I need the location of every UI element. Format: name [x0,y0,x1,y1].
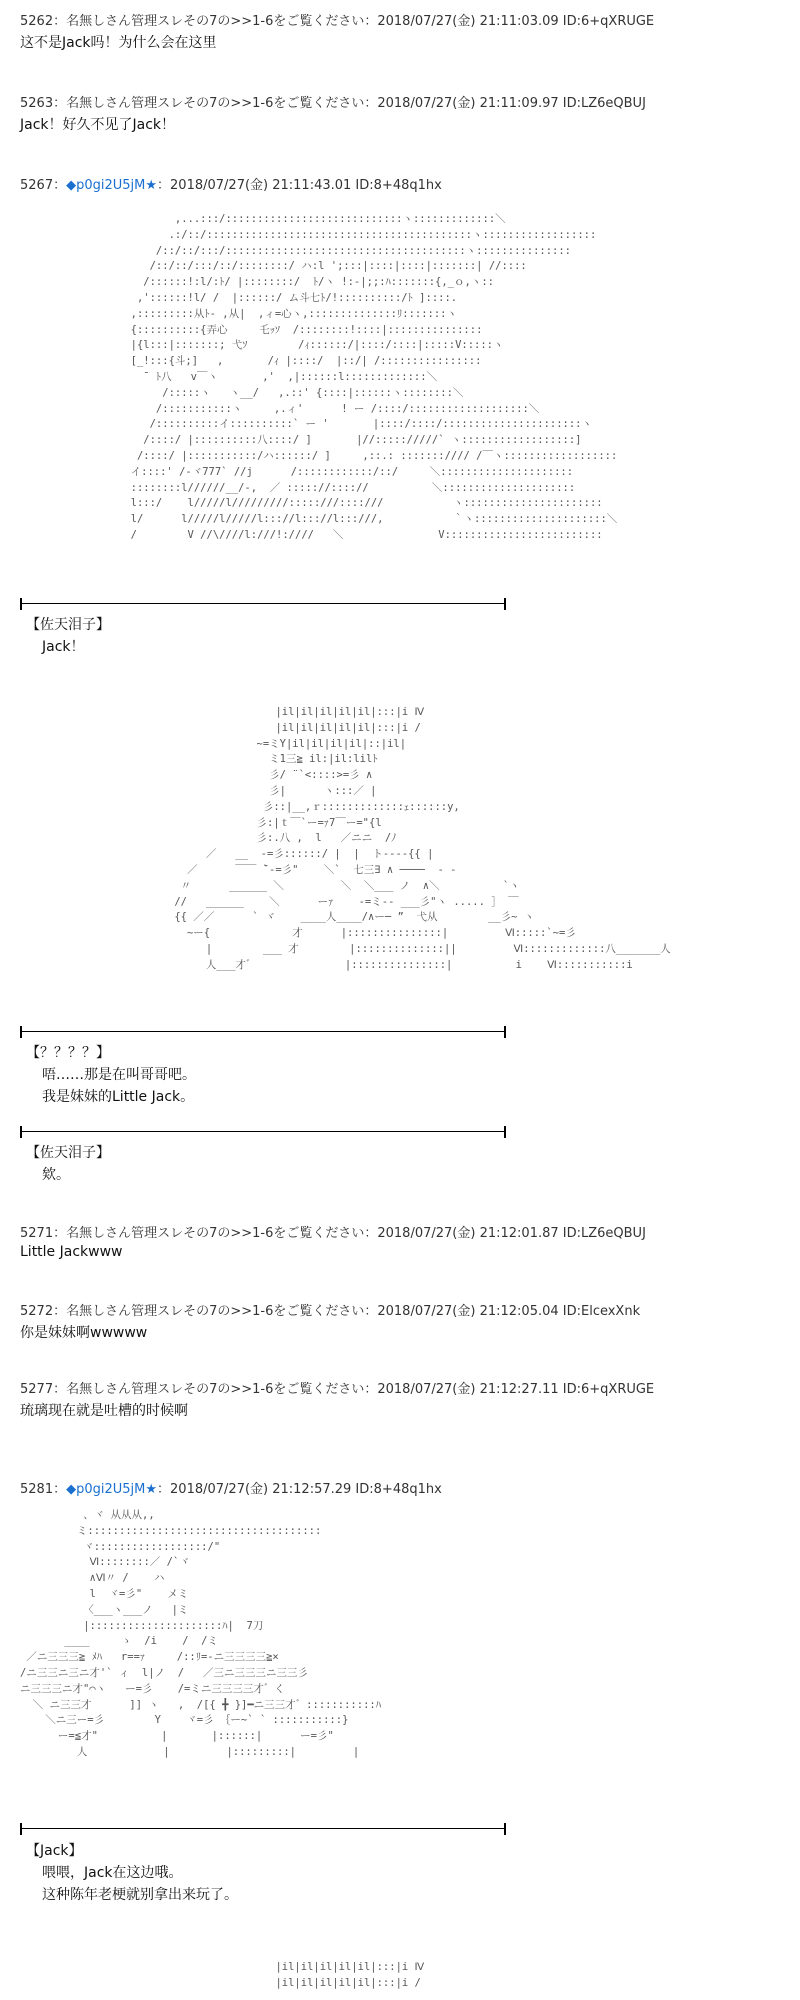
post-meta: ：2018/07/27(金) 21:11:43.01 ID:8+48q1hx [157,178,442,193]
dialogue-line: 唔……那是在叫哥哥吧。 [42,1067,196,1083]
scene-divider [20,1828,506,1829]
post-header: 5263：名無しさん管理スレその7の>>1-6をご覧ください：2018/07/27(金) 21:11:09.97 ID:LZ6eQBUJ [20,96,646,111]
post-header: 5277：名無しさん管理スレその7の>>1-6をご覧ください：2018/07/27(金) 21:12:27.11 ID:6+qXRUGE [20,1382,655,1397]
scene-divider-tick [504,1823,506,1835]
scene-divider-tick [20,1026,22,1038]
author-post-header [20,174,442,193]
speaker-name: 【？？？？】 [26,1045,110,1061]
post-body: Little Jackwww [20,1244,123,1260]
scene-divider-tick [504,598,506,610]
speaker-name: 【Jack】 [26,1843,83,1859]
dialogue-line: 我是妹妹的Little Jack。 [42,1089,195,1105]
ascii-art-jack-partial: |il|il|il|il|il|:::|i Ⅳ |il|il|il|il|il|:::|i / [275,1961,425,1989]
post-body: 琉璃现在就是吐槽的时候啊 [20,1403,188,1419]
ascii-art-saten: ,...:::/::::::::::::::::::::::::::::ヽ:::::::::::::＼ .:/::/::::::::::::::::::::::::::::::::::::::::::ヽ:::::::::::::::::: /::/::/:::/::::::::::::::::::::::::::::::::::::::ヽ::::::::::::::: /::/::/:::/::/::::::::/ ハ:l ';:::|::::|::::|:::::::| //:::: /::::::!:l/:ﾄ/ |::::::::/ ﾄ/ヽ !:-|;;:ﾊ:::::::{,_ｏ,ヽ:: ,'::::::!l/ / |::::::/ ム斗七ﾄ/!::::::::::/ﾄ ]::::. ,:::::::::从ﾄ- ,从| ,ィ=心ヽ,::::::::::::::ﾘ:::::::ヽ {::::::::::{弄心 乇ｯｿ /::::::::!::::|::::::::::::::: |{l:::|:::::::; 弋ｿ /ｨ::::::/|::::/::::|:::::V:::::ヽ [_!:::{斗;] , /ｨ |::::/ |::/| /:::::::::::::::: ̄ ﾄ八 v￣ヽ ,' ,|::::::l:::::::::::::＼ /:::::ヽ ヽ__/ ,.::' {::::|::::::ヽ::::::::＼ /:::::::::::ヽ ,.ィ' ! ー /::::/:::::::::::::::::::＼ /::::::::::イ::::::::::` ー ' |::::/::::/::::::::::::::::::::::ヽ /::::/ |::::::::::八::::/ ] |//::::://///` ヽ::::::::::::::::::] /::::/ |:::::::::::/ハ::::::/ ] ,::.: ::::::://// /￣ヽ:::::::::::::::::: イ::::' /-ヾ777` //j /::::::::::::/::/ ＼::::::::::::::::::::: ::::::::l//////__/-, ／ ::::://::::// ＼::::::::::::::::::::: l:::/ l/////l/////////:::::///::::/// ヽ:::::::::::::::::::::: l/ l/////l/////l::://l::://l:::///, ｀ヽ:::::::::::::::::::::＼ / V //\////l:///!://// ＼ V::::::::::::::::::::::::: [130,213,618,541]
ascii-art-jack: |il|il|il|il|il|:::|i Ⅳ |il|il|il|il|il|:::|i / ~=ミY|il|il|il|il|::|il| ミ1三≧ il:|il:lilﾄ 彡/ ¨`<::::>=彡 ∧ 彡| ヽ:::／ | 彡::|__,ｒ:::::::::::::ｪ::::::y, 彡:|ｔ￣`ー=ｧ7￣ー="{l 彡:.八 , l ／ニニ /ﾉ ／ __ -=彡::::::/ | | ト----{{ | ／ ￣￣ ̄`-=彡" ＼` 七三∃ ∧ ──── - - 〃 ______ ＼ ＼ ＼___ ノ ∧＼ `ヽ // ______ ＼ ーｧ -=ミ-- ___彡"ヽ ..... ］ ￣ {{ ／／ ` ヾ ____人____/∧ー─ ” 弋从 __彡~ ヽ ~ー{ 才 |:::::::::::::::| Ⅵ:::::`~=彡 | ___ 才 |::::::::::::::|| Ⅵ:::::::::::::八_______人 人___才゛ |:::::::::::::::| i Ⅵ:::::::::::i [174,706,671,971]
scene-divider-tick [504,1126,506,1138]
author-post-header [20,1478,442,1497]
scene-divider [20,603,506,604]
post-body: 这不是Jack吗！为什么会在这里 [20,35,217,51]
post-header: 5262：名無しさん管理スレその7の>>1-6をご覧ください：2018/07/27(金) 21:11:03.09 ID:6+qXRUGE [20,14,655,29]
scene-divider [20,1031,506,1032]
post-number: 5267： [20,178,67,193]
author-trip[interactable]: ◆p0gi2U5jM★ [66,1482,158,1497]
scene-divider-tick [20,1126,22,1138]
dialogue-line: 这种陈年老梗就别拿出来玩了。 [42,1887,238,1903]
post-meta: ：2018/07/27(金) 21:12:57.29 ID:8+48q1hx [157,1482,442,1497]
dialogue-line: Jack！ [42,639,85,655]
ascii-art-jack-close: 、ヾ 从从从,, ミ::::::::::::::::::::::::::::::::::::: ヾ::::::::::::::::::/" Ⅵ::::::::／ /`ヾ ∧Ⅵ〃 / ハ l ヾ=彡" メミ 〈___ヽ___ノ |ミ |:::::::::::::::::::::ﾊ| 7刀 ____ ゝ /i / /ミ ／ニ三三三≧ ﾒﾊ r==ｧ /::ﾘ=-ニ三三三三≧× /ニ三三ニ三ニ才'` ィ l|ノ / ／三ニ三三三ニ三三彡 ニ三三三ニ才"⌒ヽ ー=彡 /=ミニ三三三三才゛く ＼ ニ三三才 ]] ヽ , /[{ ╋ }]━ニ三三才゛:::::::::::ﾊ ＼ニ三ー=彡 Y ヾ=彡 ｛ー~` ` :::::::::::} ー=≦才" | |::::::| ー=彡" 人 | |:::::::::| | [20,1509,381,1758]
speaker-name: 【佐天泪子】 [26,1145,110,1161]
post-number: 5281： [20,1482,67,1497]
speaker-name: 【佐天泪子】 [26,617,110,633]
post-header: 5272：名無しさん管理スレその7の>>1-6をご覧ください：2018/07/27(金) 21:12:05.04 ID:ElcexXnk [20,1304,641,1319]
scene-divider-tick [20,598,22,610]
scene-divider-tick [504,1026,506,1038]
dialogue-line: 喂喂，Jack在这边哦。 [42,1865,183,1881]
post-header: 5271：名無しさん管理スレその7の>>1-6をご覧ください：2018/07/27(金) 21:12:01.87 ID:LZ6eQBUJ [20,1226,646,1241]
post-body: 你是妹妹啊wwwww [20,1325,148,1341]
scene-divider-tick [20,1823,22,1835]
post-body: Jack！好久不见了Jack！ [20,117,176,133]
author-trip[interactable]: ◆p0gi2U5jM★ [66,178,158,193]
dialogue-line: 欸。 [42,1167,70,1183]
scene-divider [20,1131,506,1132]
